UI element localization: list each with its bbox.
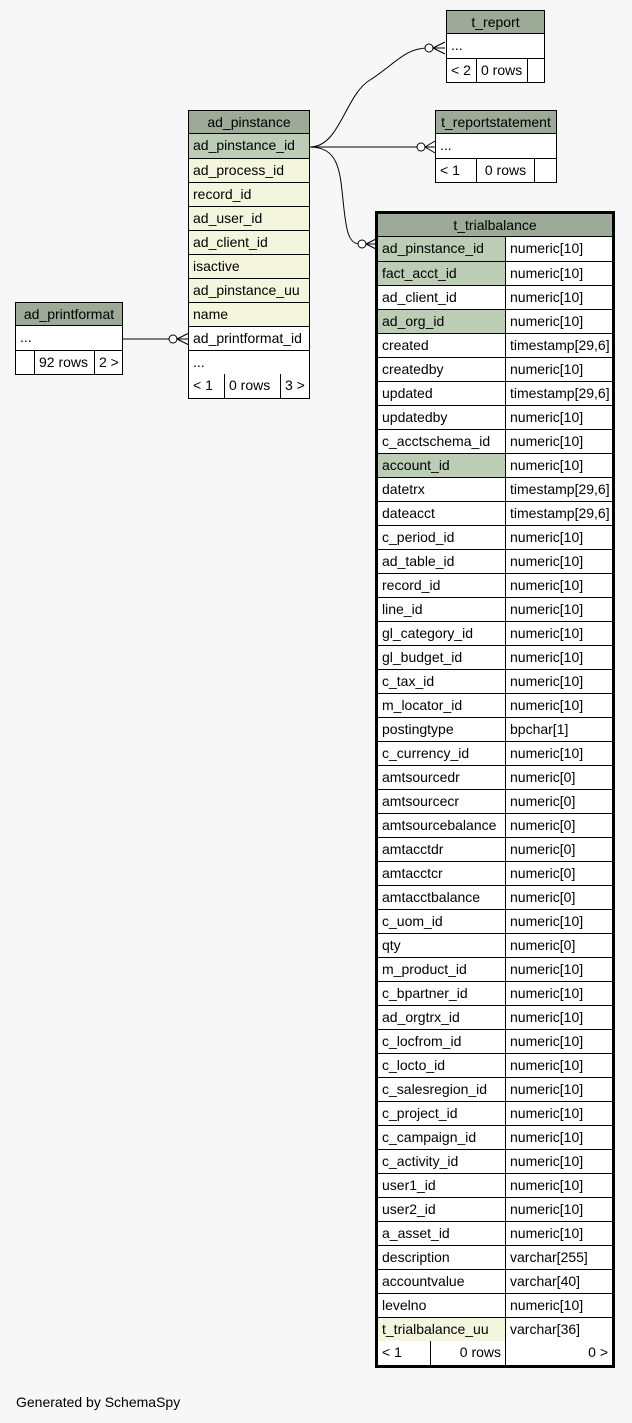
- table-row[interactable]: [378, 597, 612, 621]
- column-type: numeric[10]: [505, 1006, 612, 1029]
- table-row[interactable]: [378, 261, 612, 285]
- column-name: amtsourcebalance: [378, 814, 505, 837]
- column-name: updated: [378, 382, 505, 405]
- column-type: numeric[10]: [505, 982, 612, 1005]
- column-name: amtacctbalance: [378, 886, 505, 909]
- table-row[interactable]: [378, 837, 612, 861]
- table-row[interactable]: [378, 1317, 612, 1341]
- column-type: numeric[10]: [505, 646, 612, 669]
- column-type: numeric[10]: [505, 1126, 612, 1149]
- column-name: m_product_id: [378, 958, 505, 981]
- edge-ad_pinstance-t_report: [310, 48, 428, 147]
- table-row[interactable]: [378, 285, 612, 309]
- table-row[interactable]: [378, 1053, 612, 1077]
- column-type: timestamp[29,6]: [505, 382, 612, 405]
- column-type: numeric[10]: [505, 286, 612, 309]
- table-row[interactable]: [378, 381, 612, 405]
- table-row[interactable]: [189, 254, 309, 278]
- table-footer-parents[interactable]: < 2: [451, 62, 471, 78]
- column-type: timestamp[29,6]: [505, 334, 612, 357]
- column-type: numeric[10]: [505, 622, 612, 645]
- column-type: numeric[10]: [505, 1222, 612, 1245]
- table-row[interactable]: [378, 453, 612, 477]
- table-row[interactable]: [378, 669, 612, 693]
- column-name: ad_pinstance_uu: [193, 282, 300, 298]
- column-type: numeric[10]: [505, 526, 612, 549]
- edge-end-t_trialbalance: [358, 240, 366, 248]
- column-type: numeric[0]: [505, 790, 612, 813]
- edge-end-ad_pinstance: [169, 335, 177, 343]
- column-name: gl_category_id: [378, 622, 505, 645]
- table-row[interactable]: [378, 717, 612, 741]
- column-type: numeric[10]: [505, 574, 612, 597]
- column-type: numeric[10]: [505, 1198, 612, 1221]
- column-name: ad_process_id: [193, 162, 285, 178]
- column-name: datetrx: [378, 478, 505, 501]
- column-name: ad_printformat_id: [193, 330, 302, 346]
- generated-by-footer: Generated by SchemaSpy: [16, 1394, 181, 1410]
- table-row[interactable]: [378, 1197, 612, 1221]
- column-name: ad_table_id: [378, 550, 505, 573]
- table-row[interactable]: [378, 1077, 612, 1101]
- column-type: numeric[0]: [505, 862, 612, 885]
- column-type: varchar[255]: [505, 1246, 612, 1269]
- column-name: fact_acct_id: [378, 262, 505, 285]
- table-footer-children[interactable]: [534, 159, 556, 182]
- column-name: amtacctcr: [378, 862, 505, 885]
- table-row: ...: [451, 37, 463, 53]
- column-name: user1_id: [378, 1174, 505, 1197]
- column-type: numeric[10]: [505, 406, 612, 429]
- column-type: numeric[10]: [505, 910, 612, 933]
- table-row[interactable]: [189, 350, 309, 374]
- table-footer-rows: 0 rows: [224, 374, 280, 398]
- column-name: postingtype: [378, 718, 505, 741]
- column-name: ad_orgtrx_id: [378, 1006, 505, 1029]
- column-type: numeric[10]: [505, 742, 612, 765]
- edge-end-t_reportstatement: [417, 143, 425, 151]
- table-t_report[interactable]: [446, 10, 545, 83]
- table-row[interactable]: [378, 693, 612, 717]
- table-header[interactable]: ad_pinstance: [189, 111, 309, 134]
- table-row[interactable]: [378, 861, 612, 885]
- column-name: accountvalue: [378, 1270, 505, 1293]
- table-footer-rows: 0 rows: [476, 59, 527, 82]
- column-type: numeric[0]: [505, 838, 612, 861]
- column-name: user2_id: [378, 1198, 505, 1221]
- column-type: numeric[10]: [505, 550, 612, 573]
- column-name: m_locator_id: [378, 694, 505, 717]
- column-type: timestamp[29,6]: [505, 502, 612, 525]
- column-type: numeric[10]: [505, 1054, 612, 1077]
- table-footer-parents[interactable]: < 1: [440, 162, 460, 178]
- table-row[interactable]: [378, 933, 612, 957]
- crowfoot-t_report: [433, 42, 445, 54]
- table-row[interactable]: [189, 158, 309, 182]
- table-row[interactable]: [378, 549, 612, 573]
- table-row[interactable]: [189, 302, 309, 326]
- table-row[interactable]: [378, 573, 612, 597]
- table-row[interactable]: [378, 1293, 612, 1317]
- table-row[interactable]: [378, 1245, 612, 1269]
- table-footer-children[interactable]: 0 >: [505, 1341, 612, 1365]
- table-row[interactable]: [378, 765, 612, 789]
- column-name: c_locfrom_id: [378, 1030, 505, 1053]
- column-name: levelno: [378, 1294, 505, 1317]
- column-name: c_uom_id: [378, 910, 505, 933]
- column-type: numeric[0]: [505, 814, 612, 837]
- column-name: a_asset_id: [378, 1222, 505, 1245]
- column-name: c_bpartner_id: [378, 982, 505, 1005]
- table-row[interactable]: [378, 525, 612, 549]
- column-name: ad_pinstance_id: [378, 237, 505, 261]
- column-name: qty: [378, 934, 505, 957]
- column-type: numeric[10]: [505, 1102, 612, 1125]
- table-row[interactable]: [378, 1173, 612, 1197]
- column-type: numeric[10]: [505, 958, 612, 981]
- table-row: ...: [440, 137, 452, 153]
- table-footer-parents[interactable]: < 1: [382, 1344, 402, 1360]
- column-name: ad_user_id: [193, 210, 263, 226]
- table-row[interactable]: [189, 134, 309, 158]
- column-name: c_project_id: [378, 1102, 505, 1125]
- table-row[interactable]: [378, 357, 612, 381]
- edge-end-t_report: [425, 44, 433, 52]
- table-row[interactable]: [378, 1101, 612, 1125]
- table-row[interactable]: [378, 1221, 612, 1245]
- column-name: c_period_id: [378, 526, 505, 549]
- column-type: numeric[10]: [505, 1030, 612, 1053]
- column-name: record_id: [193, 186, 252, 202]
- column-name: line_id: [378, 598, 505, 621]
- column-type: numeric[10]: [505, 1078, 612, 1101]
- column-name: amtsourcecr: [378, 790, 505, 813]
- column-type: timestamp[29,6]: [505, 478, 612, 501]
- table-footer-children[interactable]: 3 >: [280, 374, 309, 398]
- table-footer-rows: 0 rows: [476, 159, 534, 182]
- table-ad_printformat[interactable]: [15, 302, 123, 375]
- column-type: numeric[10]: [505, 1150, 612, 1173]
- table-row[interactable]: [378, 741, 612, 765]
- column-name: t_trialbalance_uu: [378, 1318, 505, 1341]
- table-row[interactable]: [189, 182, 309, 206]
- column-name: description: [378, 1246, 505, 1269]
- column-type: numeric[10]: [505, 430, 612, 453]
- column-name: c_locto_id: [378, 1054, 505, 1077]
- column-name: updatedby: [378, 406, 505, 429]
- table-footer-parents[interactable]: < 1: [193, 377, 213, 393]
- table-row[interactable]: [378, 429, 612, 453]
- column-name: gl_budget_id: [378, 646, 505, 669]
- table-row[interactable]: [378, 309, 612, 333]
- column-name: c_campaign_id: [378, 1126, 505, 1149]
- table-row[interactable]: [378, 1005, 612, 1029]
- column-name: amtsourcedr: [378, 766, 505, 789]
- column-name: account_id: [378, 454, 505, 477]
- table-row[interactable]: [378, 405, 612, 429]
- table-row[interactable]: [189, 230, 309, 254]
- table-row[interactable]: [378, 1149, 612, 1173]
- column-type: numeric[10]: [505, 310, 612, 333]
- table-row[interactable]: [378, 621, 612, 645]
- column-type: numeric[10]: [505, 262, 612, 285]
- edge-ad_pinstance-t_trialbalance: [310, 147, 360, 244]
- table-header[interactable]: t_report: [447, 11, 544, 34]
- table-row[interactable]: [378, 885, 612, 909]
- table-ad_pinstance[interactable]: [188, 110, 310, 399]
- table-t_reportstatement[interactable]: [435, 110, 557, 183]
- column-name: ad_pinstance_id: [193, 137, 295, 153]
- column-name: c_tax_id: [378, 670, 505, 693]
- column-type: numeric[0]: [505, 886, 612, 909]
- table-row[interactable]: [378, 909, 612, 933]
- table-row[interactable]: [378, 645, 612, 669]
- column-type: bpchar[1]: [505, 718, 612, 741]
- table-row[interactable]: [189, 278, 309, 302]
- column-name: dateacct: [378, 502, 505, 525]
- table-footer-children[interactable]: [527, 59, 544, 82]
- table-row[interactable]: [378, 789, 612, 813]
- table-footer-rows: 92 rows: [34, 351, 94, 374]
- column-name: createdby: [378, 358, 505, 381]
- column-type: numeric[10]: [505, 598, 612, 621]
- table-footer-rows: 0 rows: [430, 1341, 505, 1365]
- table-row[interactable]: [378, 1269, 612, 1293]
- table-header[interactable]: t_trialbalance: [378, 214, 612, 237]
- column-type: numeric[0]: [505, 766, 612, 789]
- column-type: numeric[10]: [505, 454, 612, 477]
- table-footer-children[interactable]: 2 >: [94, 351, 122, 374]
- column-name: c_activity_id: [378, 1150, 505, 1173]
- table-header[interactable]: t_reportstatement: [436, 111, 556, 134]
- column-name: ad_org_id: [378, 310, 505, 333]
- table-row[interactable]: [189, 206, 309, 230]
- column-name: c_acctschema_id: [378, 430, 505, 453]
- column-name: c_salesregion_id: [378, 1078, 505, 1101]
- table-row[interactable]: [378, 1125, 612, 1149]
- column-name: name: [193, 306, 229, 322]
- table-row[interactable]: [378, 981, 612, 1005]
- table-row[interactable]: [189, 326, 309, 350]
- column-type: numeric[0]: [505, 934, 612, 957]
- table-row[interactable]: [378, 333, 612, 357]
- column-type: numeric[10]: [505, 670, 612, 693]
- table-row: ...: [20, 329, 32, 345]
- table-row[interactable]: [378, 1029, 612, 1053]
- column-name: ad_client_id: [193, 234, 268, 250]
- table-header[interactable]: ad_printformat: [16, 303, 122, 326]
- column-name: ...: [193, 354, 205, 370]
- table-row[interactable]: [378, 477, 612, 501]
- column-name: created: [378, 334, 505, 357]
- column-type: numeric[10]: [505, 1294, 612, 1317]
- column-name: amtacctdr: [378, 838, 505, 861]
- table-row[interactable]: [378, 957, 612, 981]
- crowfoot-t_reportstatement: [425, 141, 435, 153]
- column-type: numeric[10]: [505, 237, 612, 261]
- column-type: numeric[10]: [505, 694, 612, 717]
- column-name: ad_client_id: [378, 286, 505, 309]
- table-row[interactable]: [378, 501, 612, 525]
- column-type: numeric[10]: [505, 358, 612, 381]
- column-type: varchar[36]: [505, 1318, 612, 1341]
- column-type: numeric[10]: [505, 1174, 612, 1197]
- table-row[interactable]: [378, 813, 612, 837]
- column-type: varchar[40]: [505, 1270, 612, 1293]
- table-footer-parents[interactable]: [16, 351, 34, 374]
- column-name: isactive: [193, 258, 240, 274]
- column-name: record_id: [378, 574, 505, 597]
- table-t_trialbalance[interactable]: [375, 211, 615, 1368]
- column-name: c_currency_id: [378, 742, 505, 765]
- table-row[interactable]: [378, 237, 612, 261]
